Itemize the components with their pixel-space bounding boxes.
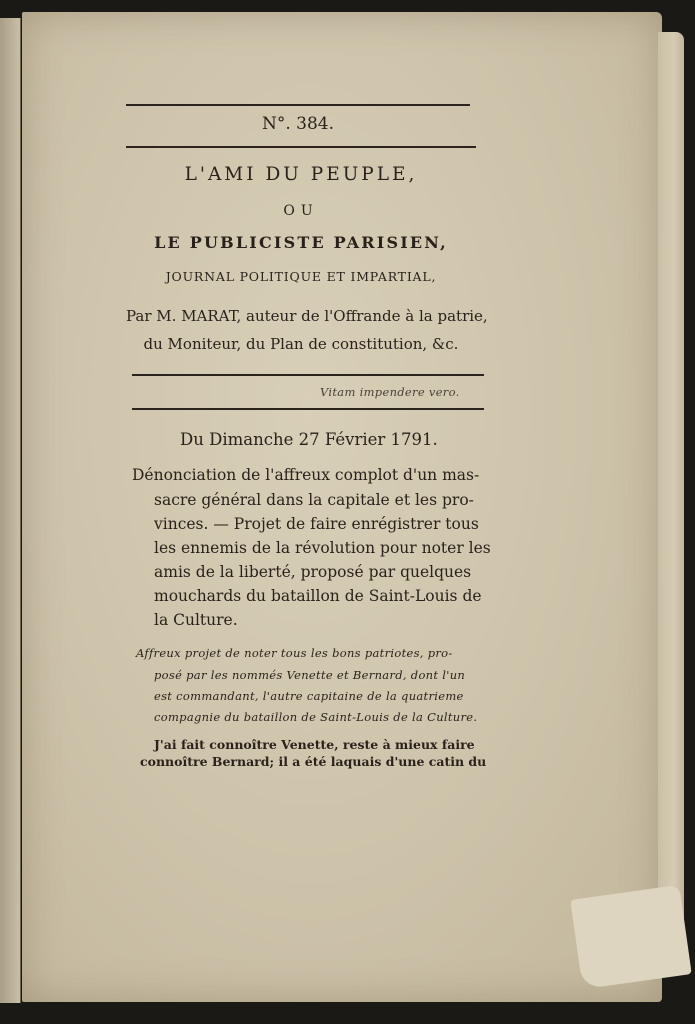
summary-line: est commandant, l'autre capitaine de la quatrieme xyxy=(154,689,464,703)
summary-line: posé par les nommés Venette et Bernard, dont l'un xyxy=(154,668,466,682)
masthead-title: L'AMI DU PEUPLE, xyxy=(184,164,418,185)
body-line: connoître Bernard; il a été laquais d'une catin du xyxy=(140,754,487,769)
headline-line: mouchards du bataillon de Saint-Louis de xyxy=(154,587,482,605)
issue-rule xyxy=(126,146,476,148)
issue-number: N°. 384. xyxy=(261,114,335,134)
headline-line: les ennemis de la révolution pour noter les xyxy=(154,539,491,557)
headline-line: Dénonciation de l'affreux complot d'un mas- xyxy=(132,466,480,484)
masthead-subtitle: LE PUBLICISTE PARISIEN, xyxy=(154,233,448,252)
body-line: J'ai fait connoître Venette, reste à mieux faire xyxy=(154,737,475,752)
dateline: Du Dimanche 27 Février 1791. xyxy=(180,430,438,449)
page-curl xyxy=(570,885,691,989)
page-torn-edge xyxy=(658,32,684,972)
summary-line: Affreux projet de noter tous les bons patriotes, pro- xyxy=(136,646,453,660)
byline-line-2: du Moniteur, du Plan de constitution, &c. xyxy=(143,335,459,353)
headline-line: sacre général dans la capitale et les pro- xyxy=(154,491,474,509)
headline-line: vinces. — Projet de faire enrégistrer tous xyxy=(154,515,479,533)
motto-bottom-rule xyxy=(132,408,484,410)
top-rule xyxy=(126,104,470,106)
journal-description: JOURNAL POLITIQUE ET IMPARTIAL, xyxy=(165,269,437,284)
newspaper-page xyxy=(22,12,662,1002)
headline-line: amis de la liberté, proposé par quelques xyxy=(154,563,472,581)
motto-top-rule xyxy=(132,374,484,376)
summary-line: compagnie du bataillon de Saint-Louis de la Culture. xyxy=(154,710,478,724)
motto: Vitam impendere vero. xyxy=(320,385,460,399)
headline-line: la Culture. xyxy=(154,611,238,629)
masthead-conjunction: OU xyxy=(283,203,319,219)
byline-line-1: Par M. MARAT, auteur de l'Offrande à la patrie, xyxy=(126,307,488,325)
adjacent-page-edge xyxy=(0,18,21,1003)
